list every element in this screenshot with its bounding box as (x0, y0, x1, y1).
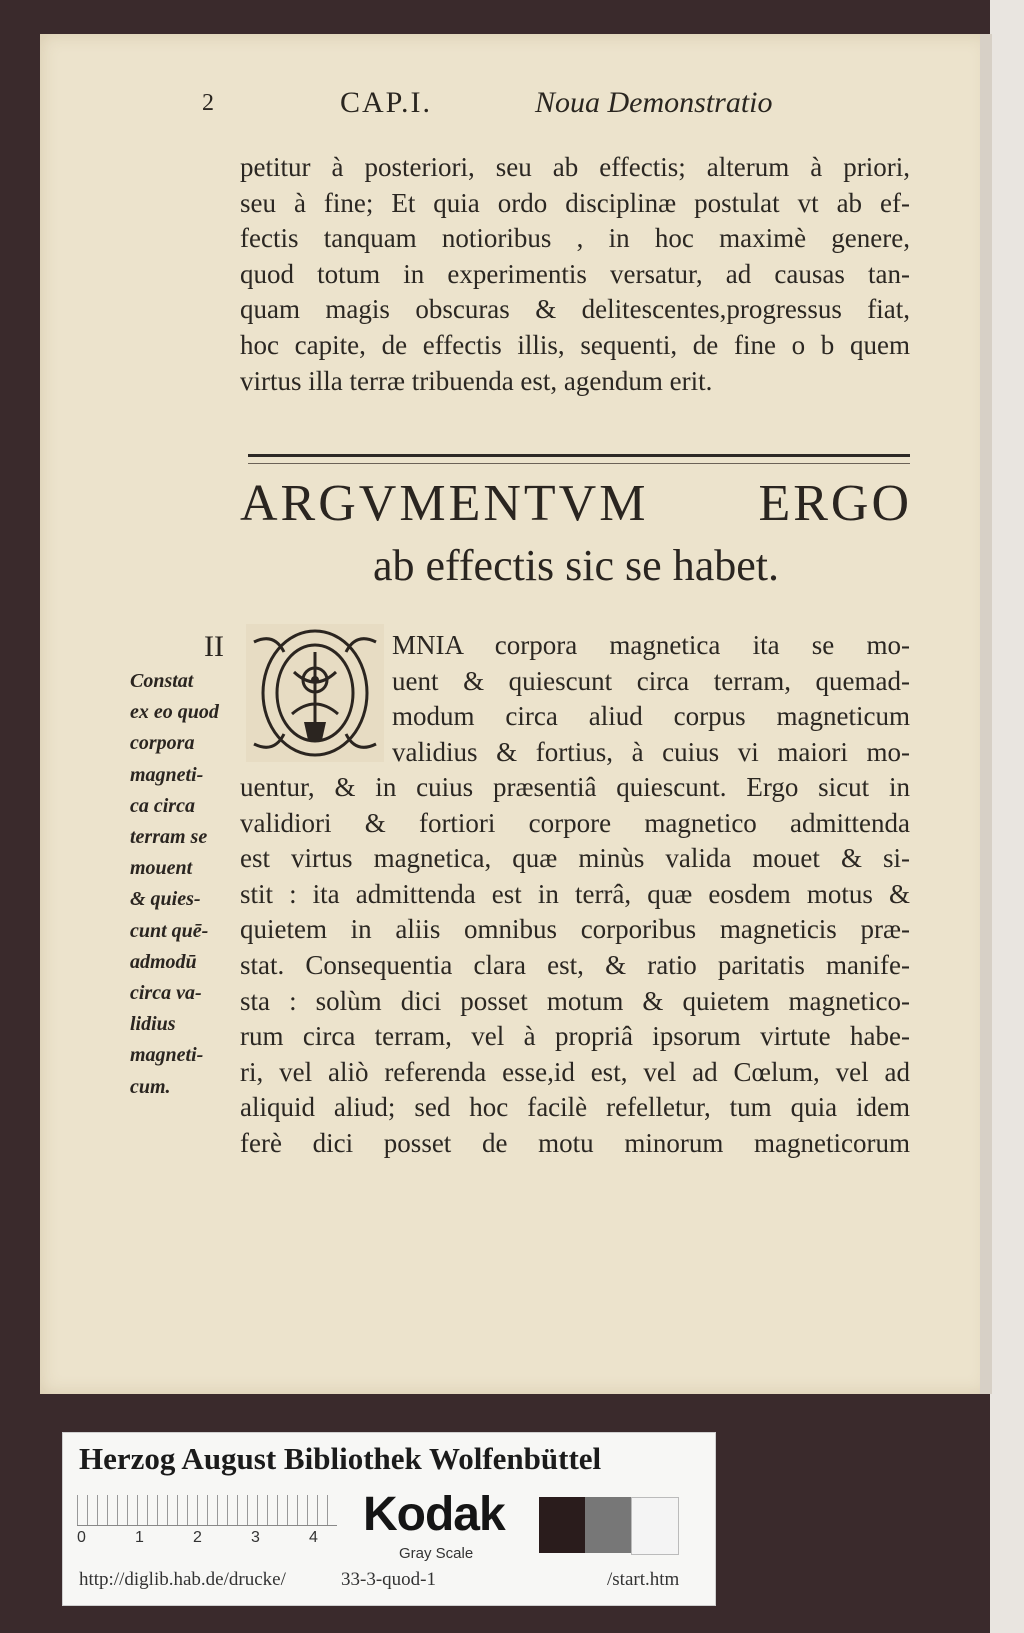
text-line: seu à fine; Et quia ordo disciplinæ postulat vt ab ef- (240, 187, 910, 218)
scan-backdrop (990, 0, 1024, 1633)
text-line: quam magis obscuras & delitescentes,progressus fiat, (240, 294, 910, 325)
note-line: cunt quē- (130, 919, 209, 942)
note-line: cum. (130, 1075, 171, 1098)
text-line: sta : solùm dici posset motum & quietem magnetico- (240, 985, 910, 1016)
note-line: mouent (130, 857, 193, 880)
swatch-light (631, 1497, 679, 1555)
text-line: fectis tanquam notioribus , in hoc maximè genere, (240, 223, 910, 254)
text-line: virtus illa terræ tribuenda est, agendum erit. (240, 365, 713, 396)
text-line: rum circa terram, vel à propriâ ipsorum virtute habe- (240, 1021, 910, 1052)
text-line: uent & quiescunt circa terram, quemad- (392, 665, 910, 696)
text-line: est virtus magnetica, quæ minùs valida mouet & si- (240, 843, 910, 874)
text-line: aliquid aliud; sed hoc facilè refelletur, tum quia idem (240, 1092, 910, 1123)
section-number: II (204, 630, 224, 663)
section-rule (248, 454, 910, 464)
text-line: quietem in aliis omnibus corporibus magneticis præ- (240, 914, 910, 945)
ruler-number: 0 (77, 1529, 86, 1546)
page-number: 2 (202, 90, 214, 116)
note-line: corpora (130, 732, 195, 755)
text-line: ferè dici posset de motu minorum magneticorum (240, 1127, 910, 1158)
text-line: uentur, & in cuius præsentiâ quiescunt. Ergo sicut in (240, 772, 910, 802)
ruler-number: 4 (309, 1529, 318, 1546)
marginal-note (130, 666, 240, 1103)
note-line: & quies- (130, 888, 201, 911)
swatch-dark (539, 1497, 585, 1553)
note-line: admodū (130, 950, 197, 973)
note-line: circa va- (130, 982, 202, 1005)
text-line: petitur à posteriori, seu ab effectis; alterum à priori, (240, 152, 910, 182)
gray-scale-label: Gray Scale (399, 1545, 474, 1562)
section-heading: ARGVMENTVM ERGO (240, 475, 912, 532)
url-id: 33-3-quod-1 (341, 1569, 436, 1590)
note-line: Constat (130, 670, 194, 692)
note-line: lidius (130, 1013, 176, 1036)
text-line: validius & fortius, à cuius vi maiori mo- (392, 736, 910, 767)
text-line: hoc capite, de effectis illis, sequenti, de fine o b quem (240, 329, 910, 360)
text-line: modum circa aliud corpus magneticum (392, 701, 910, 732)
paragraph-opening (392, 628, 910, 770)
note-line: magneti- (130, 763, 204, 786)
floral-initial-o-icon (244, 622, 386, 764)
intro-paragraph (240, 150, 910, 399)
text-line: MNIA corpora magnetica ita se mo- (392, 630, 910, 660)
text-line: stit : ita admittenda est in terrâ, quæ eosdem motus & (240, 878, 910, 909)
page-edge (980, 34, 992, 1394)
ruler-number: 3 (251, 1529, 260, 1546)
text-line: quod totum in experimentis versatur, ad causas tan- (240, 258, 910, 289)
running-title: Noua Demonstratio (535, 86, 773, 119)
ruler-number: 2 (193, 1529, 202, 1546)
paragraph-body (240, 770, 910, 1162)
ruler-number: 1 (135, 1529, 144, 1546)
color-target-card (62, 1432, 716, 1606)
chapter-label: CAP.I. (340, 86, 433, 119)
swatch-mid (585, 1497, 631, 1553)
note-line: ex eo quod (130, 701, 219, 724)
section-subheading: ab effectis sic se habet. (372, 541, 779, 590)
note-line: magneti- (130, 1044, 204, 1067)
note-line: terram se (130, 826, 208, 849)
url-base: http://diglib.hab.de/drucke/ (79, 1569, 286, 1590)
gray-swatches (539, 1497, 679, 1553)
text-line: stat. Consequentia clara est, & ratio paritatis manife- (240, 949, 910, 980)
text-line: validiori & fortiori corpore magnetico admittenda (240, 807, 910, 838)
note-line: ca circa (130, 794, 195, 817)
running-head (200, 86, 800, 126)
ruler-scale (77, 1495, 337, 1526)
kodak-logo: Kodak (363, 1488, 505, 1541)
text-line: ri, vel aliò referenda esse,id est, vel ad Cœlum, vel ad (240, 1056, 910, 1087)
url-end: /start.htm (607, 1569, 680, 1590)
library-name: Herzog August Bibliothek Wolfenbüttel (79, 1441, 602, 1476)
